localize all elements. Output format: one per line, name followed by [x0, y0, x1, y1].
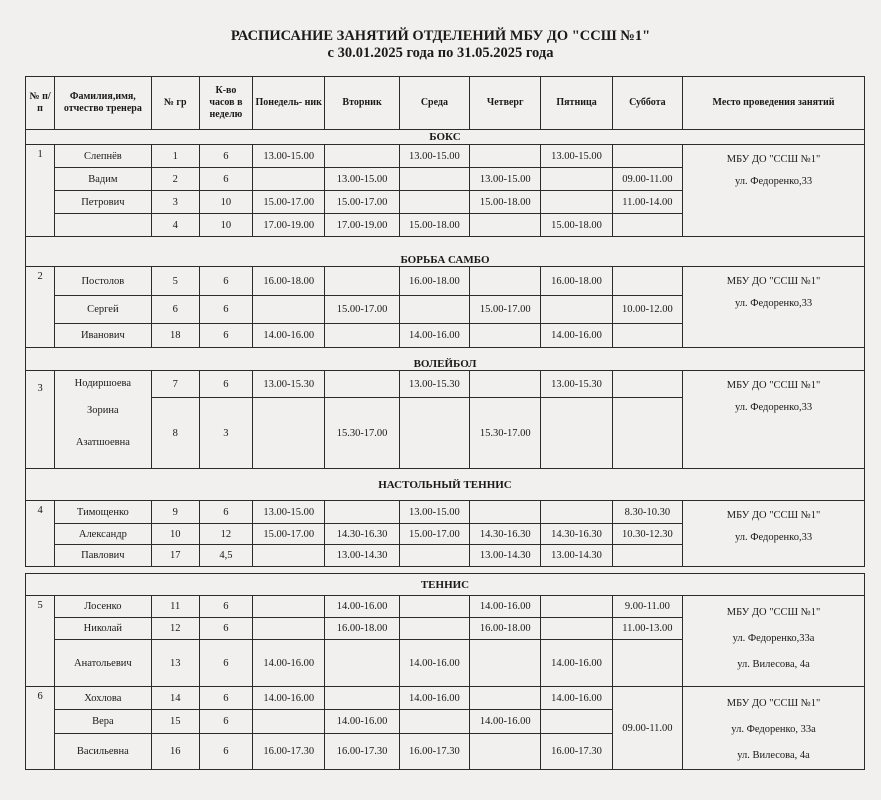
wed-cell: 14.00-16.00: [399, 640, 469, 687]
section-title: НАСТОЛЬНЫЙ ТЕННИС: [26, 469, 865, 501]
row-num: 3: [26, 371, 55, 469]
hours-cell: 4,5: [199, 545, 252, 567]
hours-cell: 6: [199, 324, 252, 348]
title-line-1: РАСПИСАНИЕ ЗАНЯТИЙ ОТДЕЛЕНИЙ МБУ ДО "ССШ №1": [230, 28, 651, 44]
fri-cell: [541, 501, 612, 524]
tue-cell: 14.00-16.00: [325, 710, 399, 733]
row-num: 5: [26, 596, 55, 687]
place-line: МБУ ДО "ССШ №1": [726, 607, 821, 618]
wed-cell: 16.00-17.30: [399, 733, 469, 769]
place-cell: [683, 687, 865, 770]
fri-cell: 14.00-16.00: [541, 687, 612, 710]
sat-cell: [612, 398, 682, 469]
wed-cell: 14.00-16.00: [399, 687, 469, 710]
trainer-cell: [55, 371, 151, 469]
trainer-line: Лосенко: [55, 596, 151, 618]
wed-cell: [399, 596, 469, 618]
thu-cell: [470, 640, 541, 687]
tue-cell: [325, 640, 399, 687]
trainer-line: Васильевна: [55, 733, 151, 769]
tue-cell: 14.00-16.00: [325, 596, 399, 618]
fri-cell: [541, 296, 612, 324]
row-num: 6: [26, 687, 55, 770]
section-tennis: [26, 574, 865, 596]
tue-cell: 16.00-18.00: [325, 618, 399, 640]
mon-cell: [253, 545, 325, 567]
mon-cell: 14.00-16.00: [253, 324, 325, 348]
place-line: ул. Федоренко, 33а: [731, 724, 816, 735]
header-wed: Среда: [399, 77, 469, 130]
tue-cell: 15.00-17.00: [325, 296, 399, 324]
mon-cell: 17.00-19.00: [253, 214, 325, 237]
trainer-line: Постолов: [55, 267, 151, 296]
hours-cell: 3: [199, 398, 252, 469]
thu-cell: 14.00-16.00: [470, 596, 541, 618]
mon-cell: 13.00-15.00: [253, 145, 325, 168]
mon-cell: [253, 596, 325, 618]
trainer-line: Вадим: [55, 168, 151, 191]
place-line: ул. Вилесова, 4а: [737, 659, 810, 670]
wed-cell: [399, 398, 469, 469]
trainer-line: Петрович: [55, 191, 151, 214]
header-sat: Суббота: [612, 77, 682, 130]
thu-cell: 15.00-18.00: [470, 191, 541, 214]
sat-cell: 09.00-11.00: [612, 168, 682, 191]
thu-cell: [470, 733, 541, 769]
schedule-sheet: [25, 76, 865, 770]
thu-cell: 15.00-17.00: [470, 296, 541, 324]
wed-cell: 14.00-16.00: [399, 324, 469, 348]
header-num: № п/п: [26, 77, 55, 130]
group-cell: 7: [151, 371, 199, 398]
place-cell: [683, 371, 865, 469]
header-hours: К-во часов в неделю: [199, 77, 252, 130]
place-line: МБУ ДО "ССШ №1": [726, 698, 821, 709]
thu-cell: [470, 501, 541, 524]
place-line: ул. Вилесова, 4а: [737, 750, 810, 761]
trainer-line: Азатшоевна: [75, 437, 130, 448]
fri-cell: 15.00-18.00: [541, 214, 612, 237]
group-cell: 8: [151, 398, 199, 469]
trainer-line: Вера: [55, 710, 151, 733]
trainer-line: Нодиршоева: [74, 378, 132, 389]
thu-cell: 16.00-18.00: [470, 618, 541, 640]
wed-cell: 13.00-15.00: [399, 501, 469, 524]
wed-cell: [399, 545, 469, 567]
thu-cell: 14.30-16.30: [470, 524, 541, 545]
group-cell: 16: [151, 733, 199, 769]
place-line: МБУ ДО "ССШ №1": [726, 380, 821, 391]
fri-cell: 13.00-15.00: [541, 145, 612, 168]
hours-cell: 10: [199, 191, 252, 214]
group-cell: 15: [151, 710, 199, 733]
tue-cell: [325, 145, 399, 168]
table-row: [26, 596, 865, 618]
sat-cell: 8.30-10.30: [612, 501, 682, 524]
trainer-line: Слепнёв: [55, 145, 151, 168]
hours-cell: 6: [199, 733, 252, 769]
wed-cell: 13.00-15.00: [399, 145, 469, 168]
tue-cell: [325, 501, 399, 524]
tue-cell: 14.30-16.30: [325, 524, 399, 545]
wed-cell: [399, 710, 469, 733]
group-cell: 5: [151, 267, 199, 296]
wed-cell: 16.00-18.00: [399, 267, 469, 296]
hours-cell: 6: [199, 145, 252, 168]
trainer-line: [55, 214, 151, 237]
fri-cell: [541, 398, 612, 469]
hours-cell: 6: [199, 267, 252, 296]
table-row: [26, 501, 865, 524]
sat-cell: 10.00-12.00: [612, 296, 682, 324]
wed-cell: [399, 296, 469, 324]
tue-cell: [325, 687, 399, 710]
fri-cell: 13.00-15.30: [541, 371, 612, 398]
mon-cell: [253, 296, 325, 324]
group-cell: 14: [151, 687, 199, 710]
section-sambo: [26, 237, 865, 267]
group-cell: 2: [151, 168, 199, 191]
fri-cell: [541, 168, 612, 191]
place-cell: [683, 145, 865, 237]
hours-cell: 12: [199, 524, 252, 545]
sat-cell: [612, 324, 682, 348]
hours-cell: 6: [199, 640, 252, 687]
sat-cell: [612, 545, 682, 567]
trainer-line: Сергей: [55, 296, 151, 324]
schedule-table: [25, 76, 865, 770]
place-line: МБУ ДО "ССШ №1": [726, 276, 821, 287]
header-mon: Понедель- ник: [253, 77, 325, 130]
place-line: ул. Федоренко,33: [734, 532, 813, 543]
wed-cell: 13.00-15.30: [399, 371, 469, 398]
document-title: [0, 28, 881, 62]
trainer-line: Павлович: [55, 545, 151, 567]
sat-cell: [612, 371, 682, 398]
mon-cell: [253, 168, 325, 191]
mon-cell: 13.00-15.30: [253, 371, 325, 398]
group-cell: 3: [151, 191, 199, 214]
section-title: ТЕННИС: [26, 574, 865, 596]
sat-cell: 9.00-11.00: [612, 596, 682, 618]
place-cell: [683, 596, 865, 687]
mon-cell: 14.00-16.00: [253, 640, 325, 687]
thu-cell: [470, 145, 541, 168]
title-line-2: с 30.01.2025 года по 31.05.2025 года: [327, 45, 554, 61]
header-row: [26, 77, 865, 130]
group-cell: 4: [151, 214, 199, 237]
wed-cell: [399, 168, 469, 191]
place-line: МБУ ДО "ССШ №1": [726, 510, 821, 521]
thu-cell: [470, 687, 541, 710]
thu-cell: [470, 371, 541, 398]
place-line: МБУ ДО "ССШ №1": [726, 154, 821, 165]
thu-cell: [470, 267, 541, 296]
hours-cell: 6: [199, 296, 252, 324]
wed-cell: [399, 191, 469, 214]
mon-cell: [253, 398, 325, 469]
wed-cell: 15.00-18.00: [399, 214, 469, 237]
trainer-line: Анатольевич: [55, 640, 151, 687]
header-thu: Четверг: [470, 77, 541, 130]
group-cell: 9: [151, 501, 199, 524]
table-row: [26, 267, 865, 296]
mon-cell: 16.00-17.30: [253, 733, 325, 769]
place-line: ул. Федоренко,33: [734, 402, 813, 413]
hours-cell: 6: [199, 618, 252, 640]
mon-cell: 14.00-16.00: [253, 687, 325, 710]
table-gap: [26, 567, 865, 574]
group-cell: 10: [151, 524, 199, 545]
tue-cell: 16.00-17.30: [325, 733, 399, 769]
row-num: 1: [26, 145, 55, 237]
sat-cell: [612, 214, 682, 237]
sat-cell: [612, 267, 682, 296]
row-num: 4: [26, 501, 55, 567]
mon-cell: [253, 710, 325, 733]
thu-cell: 14.00-16.00: [470, 710, 541, 733]
thu-cell: 13.00-14.30: [470, 545, 541, 567]
sat-cell: 11.00-13.00: [612, 618, 682, 640]
hours-cell: 6: [199, 371, 252, 398]
trainer-line: Александр: [55, 524, 151, 545]
place-cell: [683, 267, 865, 348]
place-line: ул. Федоренко,33: [734, 176, 813, 187]
tue-cell: 15.30-17.00: [325, 398, 399, 469]
tue-cell: 17.00-19.00: [325, 214, 399, 237]
place-line: ул. Федоренко,33: [734, 298, 813, 309]
fri-cell: [541, 710, 612, 733]
thu-cell: [470, 214, 541, 237]
tue-cell: [325, 267, 399, 296]
fri-cell: 14.30-16.30: [541, 524, 612, 545]
table-row: [26, 145, 865, 168]
tue-cell: 15.00-17.00: [325, 191, 399, 214]
hours-cell: 10: [199, 214, 252, 237]
group-cell: 18: [151, 324, 199, 348]
group-cell: 6: [151, 296, 199, 324]
fri-cell: 16.00-17.30: [541, 733, 612, 769]
row-num: 2: [26, 267, 55, 348]
hours-cell: 6: [199, 168, 252, 191]
trainer-line: Николай: [55, 618, 151, 640]
section-volleyball: [26, 348, 865, 371]
group-cell: 12: [151, 618, 199, 640]
group-cell: 13: [151, 640, 199, 687]
wed-cell: [399, 618, 469, 640]
header-group: № гр: [151, 77, 199, 130]
table-row: [26, 687, 865, 710]
header-place: Место проведения занятий: [683, 77, 865, 130]
thu-cell: [470, 324, 541, 348]
tue-cell: 13.00-15.00: [325, 168, 399, 191]
tue-cell: [325, 371, 399, 398]
tue-cell: [325, 324, 399, 348]
mon-cell: 15.00-17.00: [253, 191, 325, 214]
table-row: [26, 371, 865, 398]
trainer-line: Хохлова: [55, 687, 151, 710]
hours-cell: 6: [199, 710, 252, 733]
hours-cell: 6: [199, 501, 252, 524]
mon-cell: 13.00-15.00: [253, 501, 325, 524]
section-title: БОРЬБА САМБО: [26, 237, 865, 267]
group-cell: 17: [151, 545, 199, 567]
fri-cell: [541, 618, 612, 640]
section-box: [26, 130, 865, 145]
sat-cell: 09.00-11.00: [612, 687, 682, 770]
fri-cell: 16.00-18.00: [541, 267, 612, 296]
place-cell: [683, 501, 865, 567]
group-cell: 1: [151, 145, 199, 168]
gap-cell: [26, 567, 865, 574]
section-title: БОКС: [26, 130, 865, 145]
fri-cell: 13.00-14.30: [541, 545, 612, 567]
wed-cell: 15.00-17.00: [399, 524, 469, 545]
group-cell: 11: [151, 596, 199, 618]
fri-cell: 14.00-16.00: [541, 324, 612, 348]
header-fri: Пятница: [541, 77, 612, 130]
trainer-line: Зорина: [87, 405, 119, 416]
mon-cell: [253, 618, 325, 640]
section-table-tennis: [26, 469, 865, 501]
trainer-line: Тимощенко: [55, 501, 151, 524]
mon-cell: 16.00-18.00: [253, 267, 325, 296]
sat-cell: 10.30-12.30: [612, 524, 682, 545]
mon-cell: 15.00-17.00: [253, 524, 325, 545]
thu-cell: 13.00-15.00: [470, 168, 541, 191]
trainer-line: Иванович: [55, 324, 151, 348]
hours-cell: 6: [199, 596, 252, 618]
header-trainer: Фамилия,имя, отчество тренера: [55, 77, 151, 130]
thu-cell: 15.30-17.00: [470, 398, 541, 469]
header-tue: Вторник: [325, 77, 399, 130]
hours-cell: 6: [199, 687, 252, 710]
fri-cell: 14.00-16.00: [541, 640, 612, 687]
sat-cell: 11.00-14.00: [612, 191, 682, 214]
section-title: ВОЛЕЙБОЛ: [26, 348, 865, 371]
tue-cell: 13.00-14.30: [325, 545, 399, 567]
place-line: ул. Федоренко,33а: [732, 633, 815, 644]
sat-cell: [612, 640, 682, 687]
fri-cell: [541, 596, 612, 618]
fri-cell: [541, 191, 612, 214]
sat-cell: [612, 145, 682, 168]
